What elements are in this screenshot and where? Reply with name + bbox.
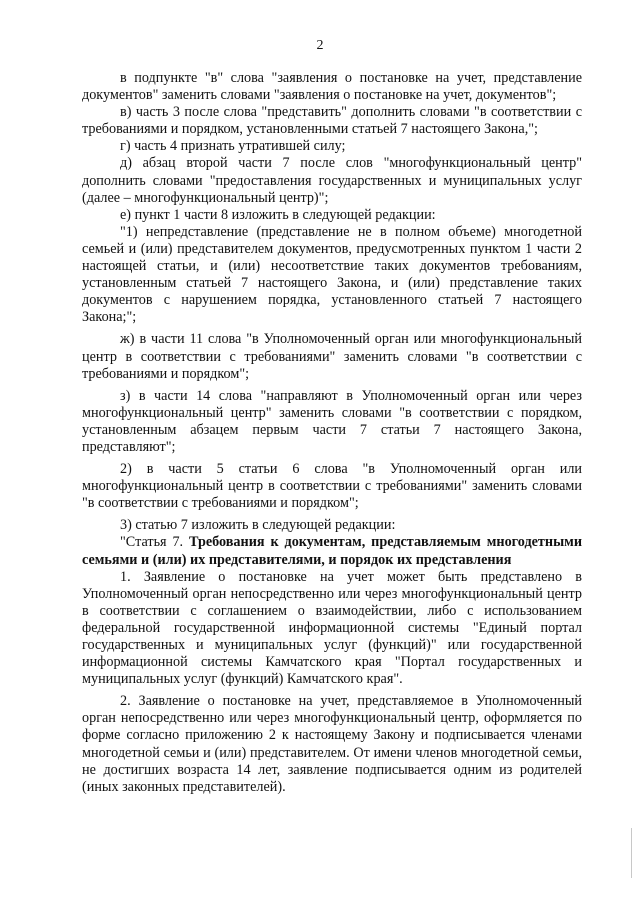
document-body	[82, 70, 582, 796]
paragraph: в) часть 3 после слова "представить" дополнить словами "в соответствии с требованиями и порядком, установленными статьей 7 настоящего Закона,";	[82, 104, 582, 138]
page-number: 2	[316, 38, 324, 53]
paragraph: з) в части 14 слова "направляют в Уполномоченный орган или через многофункциональный центр" заменить словами "в соответствии с порядком, установленным абзацем первым части 7 статьи 7 настоящего Закона, представляют";	[82, 387, 582, 455]
article-heading	[82, 534, 582, 568]
article-number: "Статья 7.	[120, 534, 184, 551]
paragraph: 2) в части 5 статьи 6 слова "в Уполномоченный орган или многофункциональный центр в соответствии с требованиями" заменить словами "в соответствии с требованиями и порядком";	[82, 461, 582, 512]
article-paragraph: 1. Заявление о постановке на учет может быть представлено в Уполномоченный орган непосредственно или через многофункциональный центр в соответствии с соглашением о взаимодействии, либо с использованием федеральной государственной информационной системы "Единый портал государственных и муниципальных услуг (функций)" или государственной информационной системы Камчатского края "Портал государственных и муниципальных услуг (функций) Камчатского края".	[82, 568, 582, 688]
paragraph: е) пункт 1 части 8 изложить в следующей редакции:	[120, 206, 436, 223]
paragraph: ж) в части 11 слова "в Уполномоченный орган или многофункциональный центр в соответствии с требованиями" заменить словами "в соответствии с требованиями и порядком";	[82, 331, 582, 382]
paragraph: "1) непредставление (представление не в полном объеме) многодетной семьей и (или) представителем документов, предусмотренных пунктом 1 части 2 настоящей статьи, и (или) несоответствие таких документов требованиям, установленным статьей 7 настоящего Закона, и (или) представление таких документов с нарушением порядка, установленного статьей 7 настоящего Закона;";	[82, 223, 582, 326]
scan-artifact	[631, 828, 632, 878]
paragraph: д) абзац второй части 7 после слов "многофункциональный центр" дополнить словами "предоставления государственных и муниципальных услуг (далее – многофункциональный центр)";	[82, 155, 582, 206]
article-title: Требования к документам, представляемым многодетными семьями и (или) их представителями, и порядок их представления	[82, 534, 582, 568]
paragraph: 3) статью 7 изложить в следующей редакции:	[120, 517, 396, 534]
paragraph: г) часть 4 признать утратившей силу;	[120, 138, 346, 155]
article-paragraph: 2. Заявление о постановке на учет, представляемое в Уполномоченный орган непосредственно или через многофункциональный центр, оформляется по форме согласно приложению 2 к настоящему Закону и подписывается членами многодетной семьи и (или) представителем. От имени членов многодетной семьи, не достигших возраста 14 лет, заявление подписывается одним из родителей (иных законных представителей).	[82, 693, 582, 795]
paragraph: в подпункте "в" слова "заявления о постановке на учет, представление документов" заменить словами "заявления о постановке на учет, документов";	[82, 70, 582, 104]
